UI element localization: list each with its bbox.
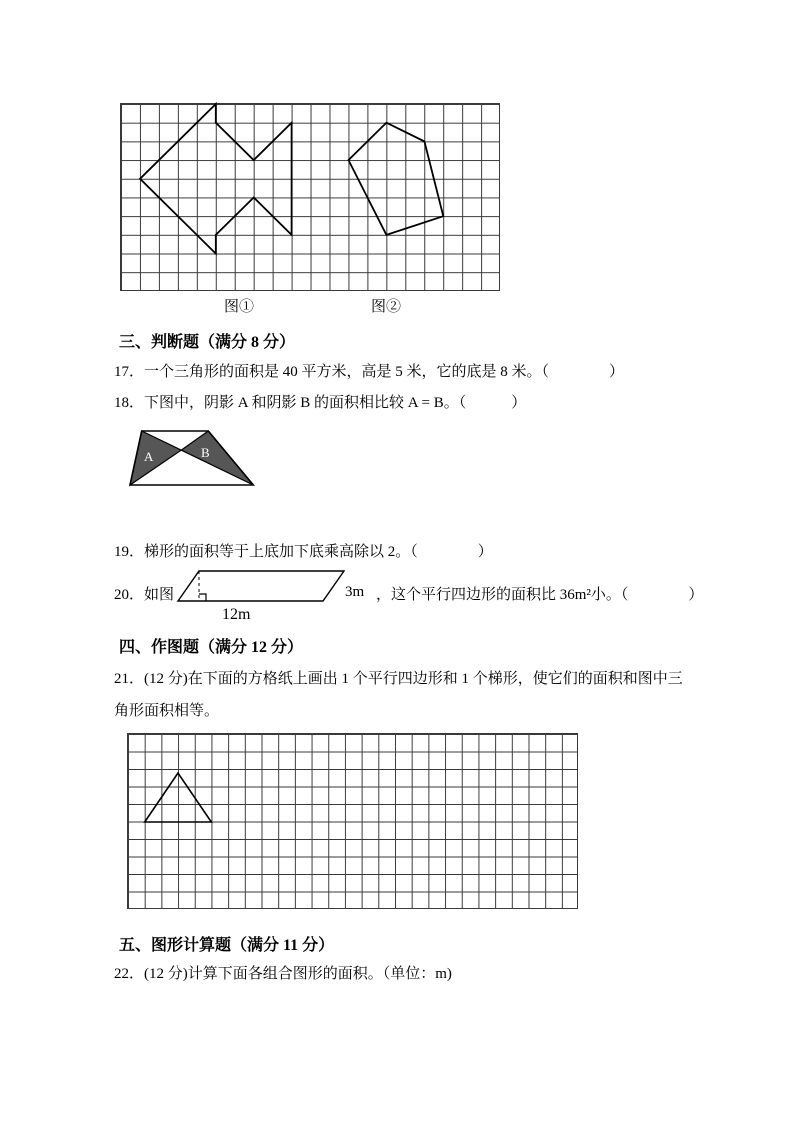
grid-top-figures	[121, 104, 501, 292]
question-20-prefix: 20．如图	[114, 587, 175, 603]
section-drawing-title: 四、作图题（满分 12 分）	[119, 639, 304, 656]
question-20-suffix: ，这个平行四边形的面积比 36m²小。（ ）	[376, 587, 704, 603]
question-19: 19．梯形的面积等于上底加下底乘高除以 2。（ ）	[114, 544, 493, 560]
grid-bottom-figure	[128, 734, 579, 910]
shaded-triangle-a	[130, 431, 181, 485]
label-b: B	[201, 445, 210, 460]
base-length-label: 12m	[222, 606, 251, 623]
grid-paper-top	[120, 103, 500, 291]
figure2-pentagon	[349, 123, 444, 235]
parallelogram-figure	[176, 565, 376, 623]
shaded-triangle-b	[181, 431, 253, 485]
grid-paper-bottom	[127, 733, 578, 909]
section-judgment-title: 三、判断题（满分 8 分）	[119, 334, 296, 351]
triangle-figure	[145, 773, 212, 822]
right-angle-marker	[199, 594, 206, 601]
section-calculation-title: 五、图形计算题（满分 11 分）	[119, 937, 335, 954]
parallelogram-outline	[178, 571, 344, 601]
figure2-caption: 图②	[371, 299, 402, 315]
question-17: 17．一个三角形的面积是 40 平方米，高是 5 米，它的底是 8 米。（ ）	[114, 364, 625, 380]
figure1-caption: 图①	[224, 299, 255, 315]
question-22: 22．(12 分)计算下面各组合图形的面积。（单位：m)	[114, 966, 452, 982]
question-18: 18．下图中，阴影 A 和阴影 B 的面积相比较 A = B。（ ）	[114, 395, 527, 411]
trapezoid-shaded-figure	[128, 424, 258, 488]
figure1-arrow-polygon	[140, 104, 292, 254]
question-21: 21．(12 分)在下面的方格纸上画出 1 个平行四边形和 1 个梯形，使它们的面积和图中三角形面积相等。	[114, 671, 683, 719]
side-length-label: 3m	[345, 584, 365, 600]
label-a: A	[144, 449, 154, 464]
